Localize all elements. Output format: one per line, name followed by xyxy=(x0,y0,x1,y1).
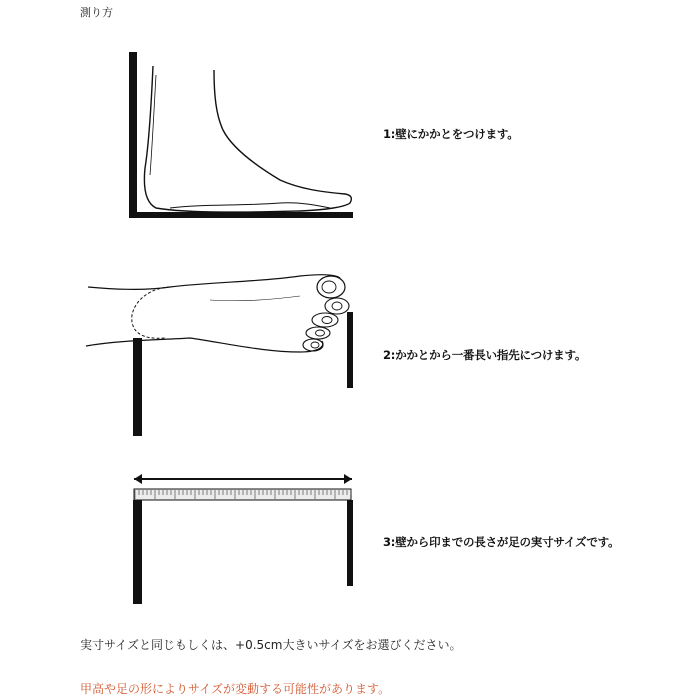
step-2-label: 2:かかとから一番長い指先につけます。 xyxy=(383,348,587,362)
step-3-label: 3:壁から印までの長さが足の実寸サイズです。 xyxy=(383,535,620,549)
size-warning-text: 甲高や足の形によりサイズが変動する可能性があります。 xyxy=(80,682,391,696)
size-advice-text: 実寸サイズと同じもしくは、+0.5cm大きいサイズをお選びください。 xyxy=(80,638,462,652)
page-title: 測り方 xyxy=(80,6,113,19)
step-1-label: 1:壁にかかとをつけます。 xyxy=(383,127,519,141)
